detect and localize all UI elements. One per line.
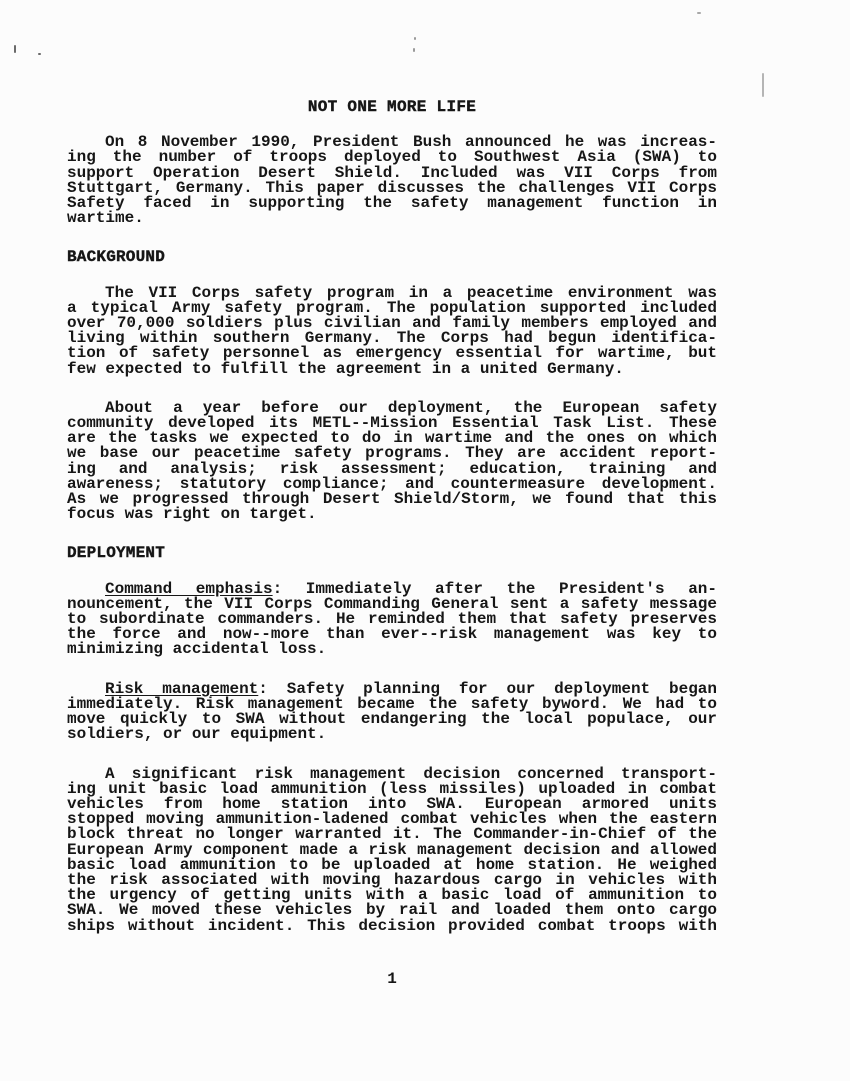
text-line: immediately. Risk management became the safety byword. We had to bbox=[67, 694, 717, 713]
page-number: 1 bbox=[387, 969, 397, 988]
text-line: few expected to fulfill the agreement in a united Germany. bbox=[67, 359, 624, 378]
text-line: community developed its METL--Mission Essential Task List. These bbox=[67, 414, 717, 433]
scan-artifact bbox=[14, 45, 16, 53]
text-line: wartime. bbox=[67, 209, 144, 228]
document-title: NOT ONE MORE LIFE bbox=[307, 98, 477, 116]
text-line: On 8 November 1990, President Bush announced he was increas- bbox=[105, 133, 717, 152]
line-remainder: : Safety planning for our deployment began bbox=[258, 679, 718, 698]
text-line: minimizing accidental loss. bbox=[67, 640, 327, 659]
text-line: SWA. We moved these vehicles by rail and loaded them onto cargo bbox=[67, 901, 717, 920]
text-line: the risk associated with moving hazardous cargo in vehicles with bbox=[67, 870, 717, 889]
text-line: we base our peacetime safety programs. They are accident report- bbox=[67, 444, 717, 463]
text-line: move quickly to SWA without endangering the local populace, our bbox=[67, 710, 717, 729]
scan-artifact bbox=[38, 53, 41, 55]
text-line: ing and analysis; risk assessment; education, training and bbox=[67, 459, 717, 478]
scan-artifact bbox=[414, 37, 416, 40]
text-line: focus was right on target. bbox=[67, 505, 317, 524]
text-line: A significant risk management decision concerned transport- bbox=[105, 764, 717, 783]
text-line: ing unit basic load ammunition (less missiles) uploaded in combat bbox=[67, 779, 717, 798]
text-line: Safety faced in supporting the safety management function in bbox=[67, 194, 717, 213]
text-line: nouncement, the VII Corps Commanding General sent a safety message bbox=[67, 594, 717, 613]
text-line: to subordinate commanders. He reminded them that safety preserves bbox=[67, 610, 717, 629]
text-line: soldiers, or our equipment. bbox=[67, 725, 327, 744]
text-line: ships without incident. This decision provided combat troops with bbox=[67, 916, 717, 935]
risk-management-paragraph bbox=[67, 679, 718, 744]
text-line: a typical Army safety program. The population supported included bbox=[67, 298, 717, 317]
text-line: stopped moving ammunition-ladened combat vehicles when the eastern bbox=[67, 810, 717, 829]
text-line: living within southern Germany. The Corps had begun identifica- bbox=[67, 329, 717, 348]
text-line: The VII Corps safety program in a peacetime environment was bbox=[105, 283, 717, 302]
background-heading: BACKGROUND bbox=[67, 248, 166, 267]
text-line: European Army component made a risk management decision and allowed bbox=[67, 840, 717, 859]
scan-artifact bbox=[697, 12, 701, 14]
intro-paragraph bbox=[67, 135, 717, 226]
text-line: are the tasks we expected to do in wartime and the ones on which bbox=[67, 429, 717, 448]
text-line: block threat no longer warranted it. The Commander-in-Chief of the bbox=[67, 825, 717, 844]
deployment-heading: DEPLOYMENT bbox=[67, 544, 166, 563]
text-line: tion of safety personnel as emergency essential for wartime, but bbox=[67, 344, 717, 363]
ammunition-decision-paragraph bbox=[67, 764, 717, 935]
background-paragraph-1 bbox=[67, 283, 717, 378]
document-body bbox=[67, 100, 717, 987]
background-paragraph-2 bbox=[67, 398, 717, 524]
text-line: the urgency of getting units with a basic load of ammunition to bbox=[67, 886, 717, 905]
scan-artifact bbox=[413, 48, 415, 52]
text-line: ing the number of troops deployed to Southwest Asia (SWA) to bbox=[67, 148, 717, 167]
text-line: vehicles from home station into SWA. European armored units bbox=[67, 794, 717, 813]
scan-artifact bbox=[762, 73, 764, 97]
document-content bbox=[67, 100, 717, 934]
text-line: About a year before our deployment, the European safety bbox=[105, 398, 717, 417]
text-line: basic load ammunition to be uploaded at home station. He weighed bbox=[67, 855, 717, 874]
underlined-phrase: Command emphasis bbox=[105, 579, 273, 598]
line-remainder: : Immediately after the President's an- bbox=[272, 579, 717, 598]
text-line: awareness; statutory compliance; and countermeasure development. bbox=[67, 474, 717, 493]
underlined-phrase: Risk management bbox=[105, 679, 259, 698]
command-emphasis-paragraph bbox=[67, 579, 717, 659]
text-line: As we progressed through Desert Shield/Storm, we found that this bbox=[67, 490, 717, 509]
text-line: the force and now--more than ever--risk management was key to bbox=[67, 625, 717, 644]
text-line: over 70,000 soldiers plus civilian and family members employed and bbox=[67, 314, 717, 333]
text-line: Stuttgart, Germany. This paper discusses the challenges VII Corps bbox=[67, 178, 717, 197]
text-line: support Operation Desert Shield. Included was VII Corps from bbox=[67, 163, 717, 182]
